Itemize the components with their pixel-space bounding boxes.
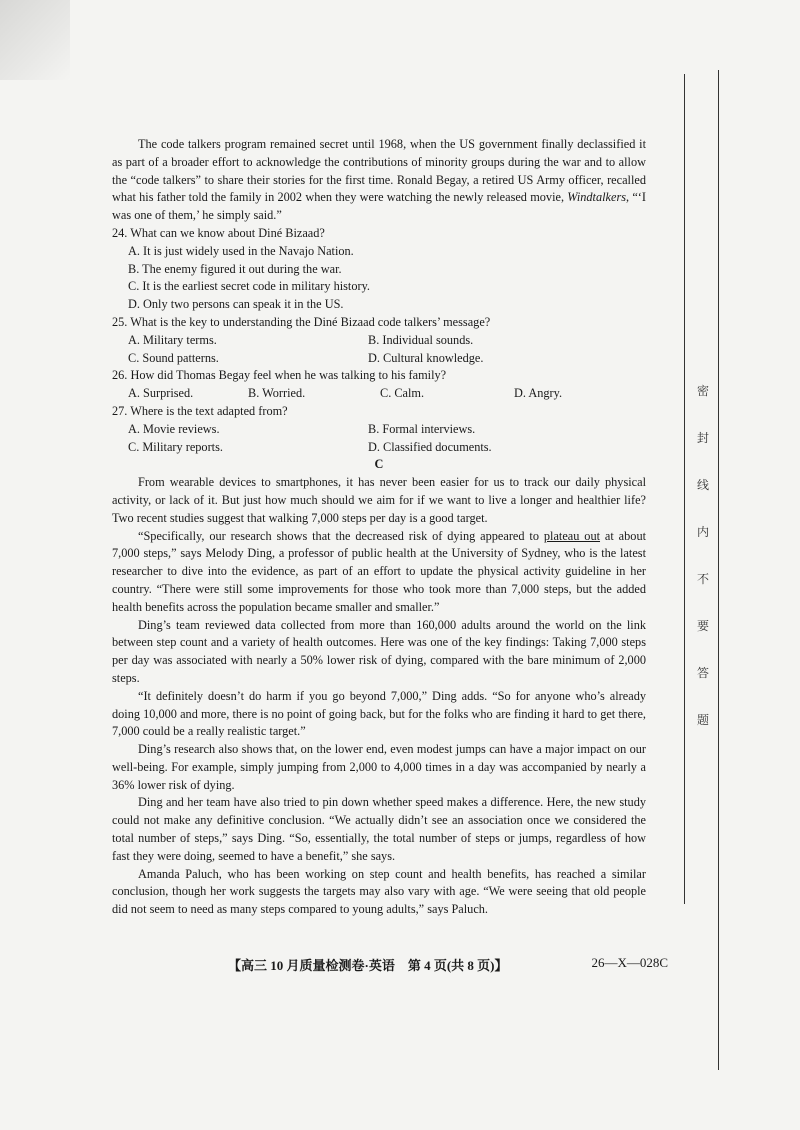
passage-c-paragraph-2: “Specifically, our research shows that the decreased risk of dying appeared to plateau out at about 7,000 steps,” says Melody Ding, a professor of public health at the University of Sydney, who is the latest researcher to dive into the evidence, as part of an effort to update the physical activity guideline in her country. “There were still some improvements for those who took more than 7,000 steps, but the added health benefits across the population became smaller and smaller.”: [112, 528, 647, 614]
passage-b-final-paragraph: The code talkers program remained secret until 1968, when the US government finally declassified it as part of a broader effort to acknowledge the contributions of minority groups during the war and to allow the “code talkers” to share their stories for the first time. Ronald Begay, a retired US Army officer, recalled what his father told the family in 2002 when they were watching the newly released movie, Windtalkers, “‘I was one of them,’ he simply said.”: [112, 137, 646, 223]
question-26-stem: 26. How did Thomas Begay feel when he was talking to his family?: [112, 368, 447, 383]
notice-char: 线: [696, 478, 709, 492]
option: D. Classified documents.: [368, 439, 492, 454]
footer-title: 【高三 10 月质量检测卷·英语 第 4 页(共 8 页)】: [228, 958, 508, 973]
option: A. Surprised.: [128, 386, 194, 401]
question-24-options: [128, 243, 646, 314]
question-27-stem: 27. Where is the text adapted from?: [112, 403, 288, 418]
scan-smudge: [0, 0, 70, 80]
option: C. Sound patterns.: [128, 350, 219, 365]
option: B. Formal interviews.: [368, 421, 476, 436]
notice-char: 密: [696, 384, 709, 398]
notice-char: 答: [696, 666, 709, 680]
movie-title: Windtalkers: [567, 190, 627, 205]
notice-char: 要: [696, 619, 709, 633]
option: C. It is the earliest secret code in military history.: [128, 279, 370, 294]
notice-char: 不: [696, 572, 709, 586]
binding-line: [684, 74, 685, 904]
question-26-options: [128, 385, 646, 403]
footer-code: 26—X—028C: [591, 955, 668, 970]
option: C. Calm.: [380, 386, 425, 401]
notice-char: 题: [696, 713, 709, 727]
question-25-options: [128, 332, 646, 368]
passage-c-paragraph-7: Amanda Paluch, who has been working on step count and health benefits, has reached a similar conclusion, though her work suggests the targets may also vary with age. “We were seeing that old people did not seem to need as many steps compared to young adults,” says Paluch.: [112, 866, 646, 917]
option: D. Cultural knowledge.: [368, 350, 484, 365]
option: A. Military terms.: [128, 332, 217, 347]
option: B. The enemy figured it out during the war.: [128, 261, 342, 276]
seal-line-notice: [692, 380, 714, 756]
option: D. Angry.: [514, 386, 563, 401]
question-24-stem: 24. What can we know about Diné Bizaad?: [112, 225, 325, 240]
option: A. Movie reviews.: [128, 421, 220, 436]
binding-line-outer: [718, 70, 719, 1070]
notice-char: 内: [696, 525, 709, 539]
passage-c-paragraph-3: Ding’s team reviewed data collected from more than 160,000 adults around the world on the link between step count and a variety of health outcomes. Here was one of the key findings: Taking 7,000 steps per day was associated with nearly a 50% lower risk of dying, compared with the bare minimum of 2,000 steps.: [112, 617, 646, 685]
section-heading: C: [374, 457, 384, 472]
option: B. Worried.: [248, 386, 306, 401]
passage-c-paragraph-4: “It definitely doesn’t do harm if you go beyond 7,000,” Ding adds. “So for anyone who’s already doing 10,000 and more, there is no point of going back, but for the folks who are finding it hard to get there, 7,000 could be a really realistic target.”: [112, 688, 646, 739]
question-25-stem: 25. What is the key to understanding the Diné Bizaad code talkers’ message?: [112, 314, 491, 329]
passage-c-paragraph-6: Ding and her team have also tried to pin down whether speed makes a difference. Here, the new study could not make any definitive conclusion. “We actually didn’t see an association once we considered the total number of steps,” says Ding. “So, essentially, the total number of steps or jumps, regardless of how fast they were doing, seemed to have a benefit,” she says.: [112, 795, 646, 863]
passage-c-paragraph-1: From wearable devices to smartphones, it has never been easier for us to track our daily physical activity, or lack of it. But just how much should we aim for if we want to live a longer and healthier life? Two recent studies suggest that walking 7,000 steps per day is a good target.: [112, 475, 646, 525]
option: B. Individual sounds.: [368, 332, 474, 347]
option: C. Military reports.: [128, 439, 223, 454]
option: D. Only two persons can speak it in the US.: [128, 297, 344, 312]
notice-char: 封: [696, 431, 709, 445]
underlined-phrase: plateau out: [543, 528, 601, 543]
passage-c-paragraph-5: Ding’s research also shows that, on the lower end, even modest jumps can have a major impact on our well-being. For example, simply jumping from 2,000 to 4,000 times in a day was accompanied by nearly a 36% lower risk of dying.: [112, 742, 646, 792]
exam-page-body: [112, 136, 646, 919]
question-27-options: [128, 421, 646, 457]
option: A. It is just widely used in the Navajo Nation.: [128, 243, 354, 258]
page-footer: [228, 955, 668, 974]
